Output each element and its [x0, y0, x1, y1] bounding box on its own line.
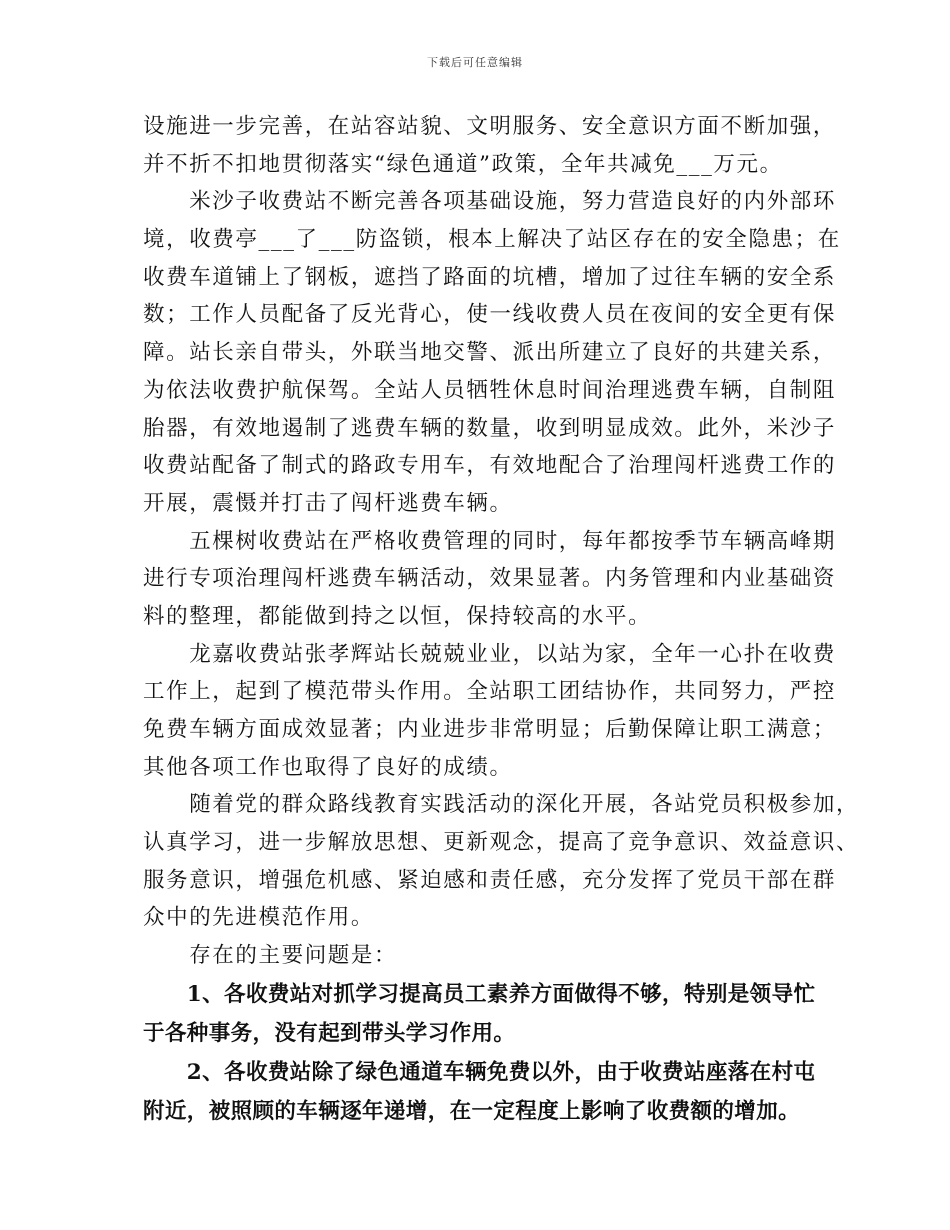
text-line: 米沙子收费站不断完善各项基础设施，努力营造良好的内外部环: [143, 189, 837, 215]
page-header: 下载后可任意编辑: [427, 56, 523, 69]
text-line: 胎器，有效地遏制了逃费车辆的数量，收到明显成效。此外，米沙子: [143, 415, 837, 441]
text-line: 存在的主要问题是：: [143, 943, 398, 969]
bold-text-line: 附近，被照顾的车辆逐年递增，在一定程度上影响了收费额的增加。: [143, 1098, 801, 1124]
text-line: 并不折不扣地贯彻落实“绿色通道”政策，全年共减免___万元。: [143, 151, 783, 177]
text-line: 龙嘉收费站张孝辉站长兢兢业业，以站为家，全年一心扑在收费: [143, 641, 837, 667]
bold-text-line: 2、各收费站除了绿色通道车辆免费以外，由于收费站座落在村屯: [143, 1059, 816, 1085]
text-line: 设施进一步完善，在站容站貌、文明服务、安全意识方面不断加强，: [143, 114, 837, 139]
bold-text-line: 1、各收费站对抓学习提高员工素养方面做得不够，特别是领导忙: [143, 981, 816, 1007]
text-line: 五棵树收费站在严格收费管理的同时，每年都按季节车辆高峰期: [143, 528, 837, 554]
text-line: 随着党的群众路线教育实践活动的深化开展，各站党员积极参加，: [143, 792, 860, 818]
text-line: 进行专项治理闯杆逃费车辆活动，效果显著。内务管理和内业基础资: [143, 566, 837, 592]
document-body: [143, 108, 860, 1131]
bold-text-line: 于各种事务，没有起到带头学习作用。: [143, 1020, 516, 1046]
text-line: 其他各项工作也取得了良好的成绩。: [143, 754, 513, 780]
text-line: 收费站配备了制式的路政专用车，有效地配合了治理闯杆逃费工作的: [143, 453, 837, 479]
text-line: 为依法收费护航保驾。全站人员牺牲休息时间治理逃费车辆，自制阻: [143, 377, 837, 403]
text-line: 开展，震慑并打击了闯杆逃费车辆。: [143, 490, 513, 516]
text-line: 境，收费亭___了___防盗锁，根本上解决了站区存在的安全隐患；在: [143, 227, 841, 253]
text-line: 免费车辆方面成效显著；内业进步非常明显；后勤保障让职工满意；: [143, 717, 837, 742]
text-line: 障。站长亲自带头，外联当地交警、派出所建立了良好的共建关系，: [143, 340, 837, 366]
text-line: 收费车道铺上了钢板，遮挡了路面的坑槽，增加了过往车辆的安全系: [143, 264, 837, 290]
text-line: 工作上，起到了模范带头作用。全站职工团结协作，共同努力，严控: [143, 679, 837, 705]
text-line: 料的整理，都能做到持之以恒，保持较高的水平。: [143, 603, 652, 629]
text-line: 认真学习，进一步解放思想、更新观念，提高了竞争意识、效益意识、: [143, 830, 860, 856]
text-line: 服务意识，增强危机感、紧迫感和责任感，充分发挥了党员干部在群: [143, 867, 837, 893]
text-line: 数；工作人员配备了反光背心，使一线收费人员在夜间的安全更有保: [143, 302, 837, 328]
text-line: 众中的先进模范作用。: [143, 905, 375, 931]
